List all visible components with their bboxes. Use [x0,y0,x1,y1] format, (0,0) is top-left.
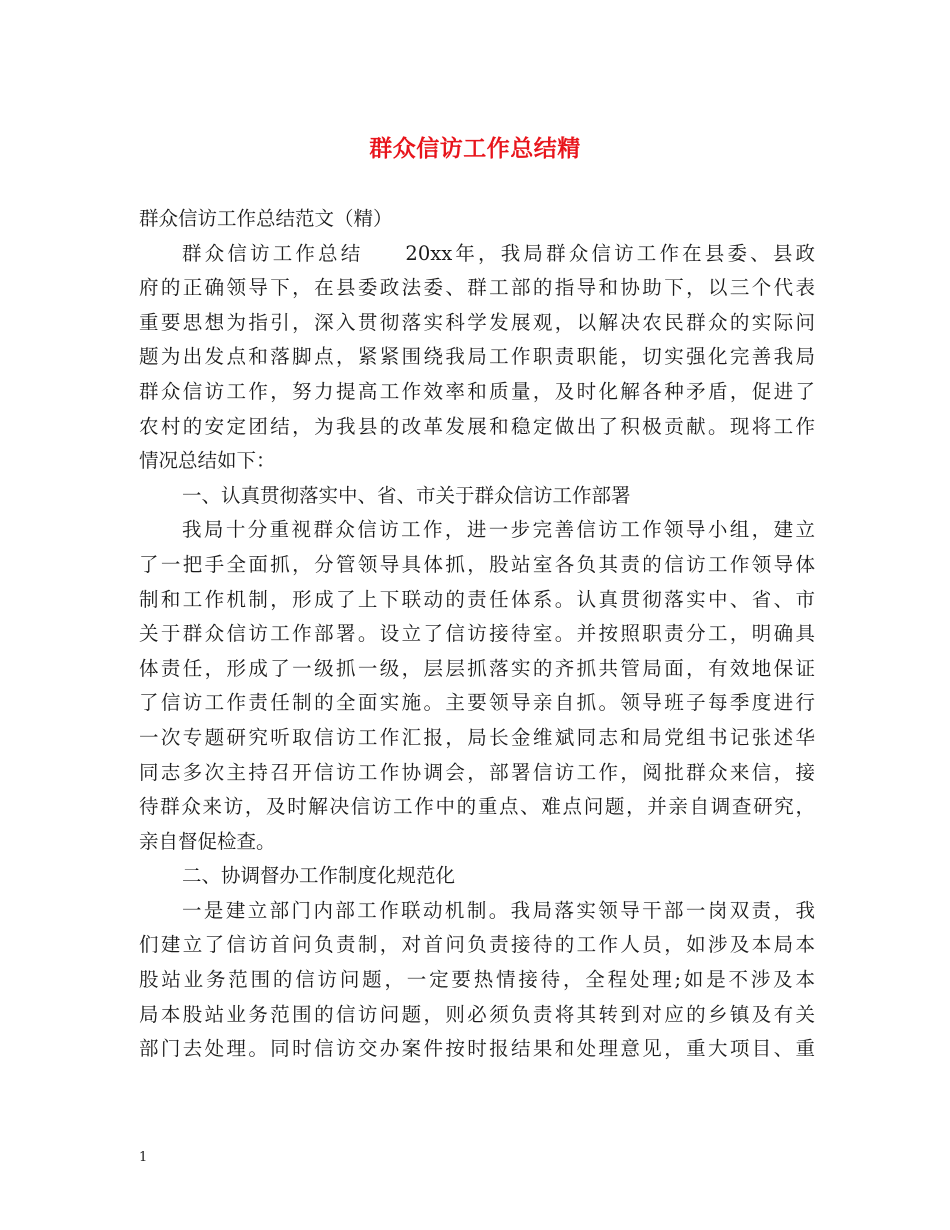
paragraph-line: 了一把手全面抓，分管领导具体抓，股站室各负其责的信访工作领导体 [139,552,815,576]
paragraph-line: 股站业务范围的信访问题，一定要热情接待，全程处理;如是不涉及本 [139,968,815,992]
paragraph-line: 一是建立部门内部工作联动机制。我局落实领导干部一岗双责，我 [182,898,815,922]
paragraph-line: 重要思想为指引，深入贯彻落实科学发展观，以解决农民群众的实际问 [139,310,815,334]
paragraph-line: 了信访工作责任制的全面实施。主要领导亲自抓。领导班子每季度进行 [139,691,815,715]
paragraph-line: 群众信访工作，努力提高工作效率和质量，及时化解各种矛盾，促进了 [139,379,815,403]
section-heading: 一、认真贯彻落实中、省、市关于群众信访工作部署 [182,483,631,507]
paragraph-line: 我局十分重视群众信访工作，进一步完善信访工作领导小组，建立 [182,518,815,542]
paragraph-line: 农村的安定团结，为我县的改革发展和稳定做出了积极贡献。现将工作 [139,414,815,438]
page-number: 1 [139,1150,148,1165]
paragraph-line: 一次专题研究听取信访工作汇报，局长金维斌同志和局党组书记张述华 [139,725,815,749]
paragraph-line: 亲自督促检查。 [139,829,276,853]
paragraph-line: 制和工作机制，形成了上下联动的责任体系。认真贯彻落实中、省、市 [139,587,815,611]
paragraph-line: 情况总结如下： [139,449,276,473]
paragraph-line: 府的正确领导下，在县委政法委、群工部的指导和协助下，以三个代表 [139,276,815,300]
paragraph-line: 们建立了信访首问负责制，对首问负责接待的工作人员，如涉及本局本 [139,933,815,957]
paragraph-line: 待群众来访，及时解决信访工作中的重点、难点问题，并亲自调查研究， [139,795,815,819]
intro-head: 群众信访工作总结 [182,241,364,265]
paragraph-line [139,237,815,272]
paragraph-line: 体责任，形成了一级抓一级，层层抓落实的齐抓共管局面，有效地保证 [139,656,815,680]
document-body [139,202,815,1067]
paragraph-line: 题为出发点和落脚点，紧紧围绕我局工作职责职能，切实强化完善我局 [139,345,815,369]
paragraph-line: 局本股站业务范围的信访问题，则必须负责将其转到对应的乡镇及有关 [139,1002,815,1026]
intro-tail: 20xx年，我局群众信访工作在县委、县政 [405,241,815,265]
subtitle-line: 群众信访工作总结范文（精） [139,207,393,230]
section-heading: 二、协调督办工作制度化规范化 [182,864,456,888]
paragraph-line: 关于群众信访工作部署。设立了信访接待室。并按照职责分工，明确具 [139,622,815,646]
document-title: 群众信访工作总结精 [369,135,581,162]
paragraph-line: 部门去处理。同时信访交办案件按时报结果和处理意见，重大项目、重 [139,1037,815,1061]
paragraph-line: 同志多次主持召开信访工作协调会，部署信访工作，阅批群众来信，接 [139,760,815,784]
